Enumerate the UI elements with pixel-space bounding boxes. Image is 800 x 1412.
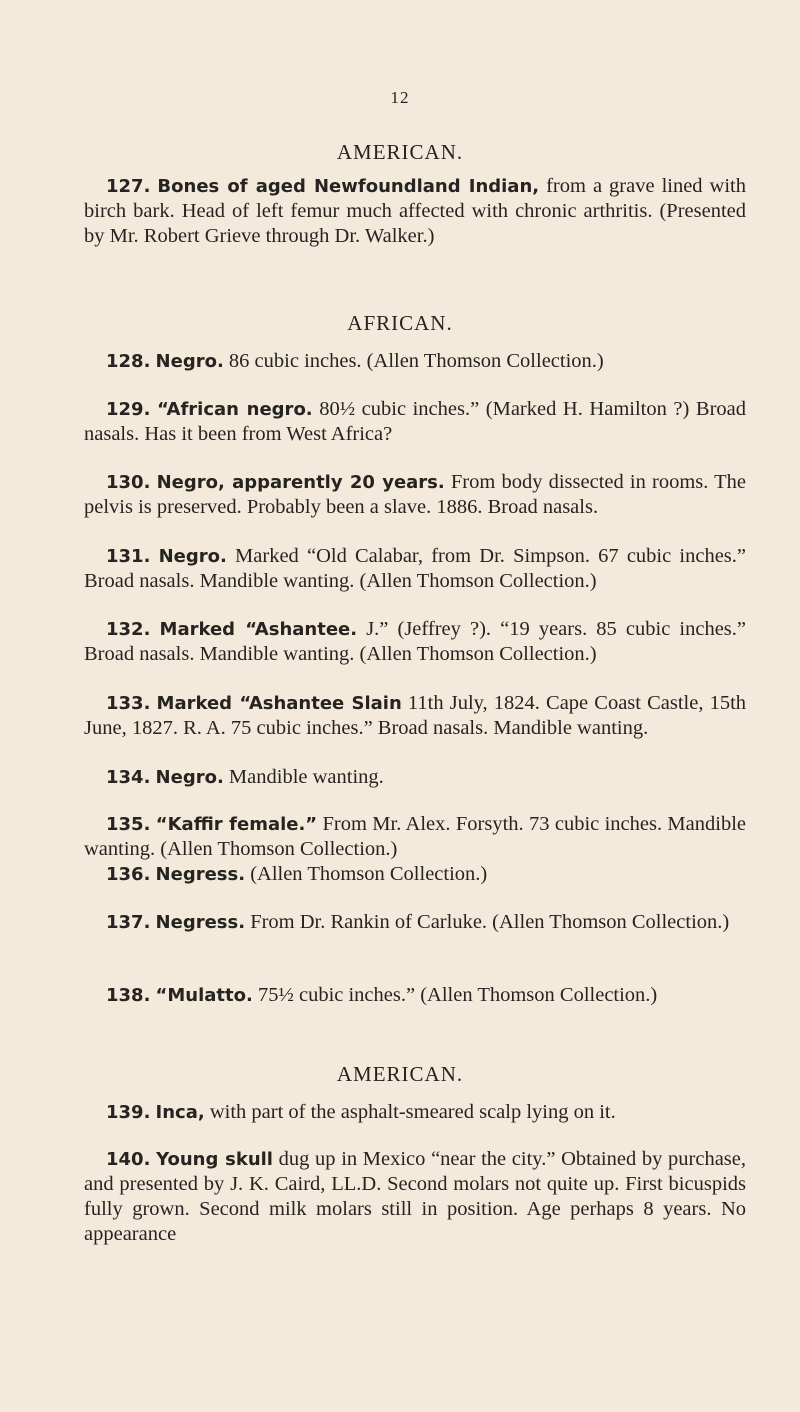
entry-number: 128. bbox=[106, 351, 151, 372]
entry-text: From body dissected in rooms. The pelvis is preserved. Probably been a slave. 1886. Broad nasals. bbox=[84, 471, 747, 518]
entry-lead: Young skull bbox=[156, 1149, 273, 1170]
entry-text: with part of the asphalt-smeared scalp lying on it. bbox=[204, 1101, 616, 1123]
entry-number: 134. bbox=[106, 767, 151, 788]
entry-text: (Allen Thomson Collection.) bbox=[245, 863, 488, 885]
entry-text: From Mr. Alex. Forsyth. 73 cubic inches. Mandible wanting. (Allen Thomson Collection.) bbox=[84, 813, 746, 860]
entry-lead: Negro. bbox=[155, 351, 224, 372]
entry-text: 75½ cubic inches.” (Allen Thomson Collection.) bbox=[252, 984, 658, 1006]
entry-number: 129. bbox=[106, 399, 151, 420]
catalogue-entry-131 bbox=[84, 544, 746, 594]
catalogue-entry-134 bbox=[84, 765, 746, 790]
catalogue-entry-135 bbox=[84, 812, 746, 862]
entry-lead: Marked “Ashantee Slain bbox=[156, 693, 402, 714]
entry-text: J.” (Jeffrey ?). “19 years. 85 cubic inches.” Broad nasals. Mandible wanting. (Allen Thomson Collection.) bbox=[84, 618, 746, 665]
entry-text: Mandible wanting. bbox=[223, 766, 384, 788]
entry-lead: Negress. bbox=[155, 912, 246, 933]
catalogue-entry-132 bbox=[84, 617, 746, 667]
entry-text: 11th July, 1824. Cape Coast Castle, 15th June, 1827. R. A. 75 cubic inches.” Broad nasals. Mandible wanting. bbox=[84, 692, 747, 739]
entry-text: from a grave lined with birch bark. Head of left femur much affected with chronic arthritis. (Presented by Mr. Robert Grieve through Dr. Walker.) bbox=[84, 175, 746, 247]
entry-text: 80½ cubic inches.” (Marked H. Hamilton ?) Broad nasals. Has it been from West Africa? bbox=[84, 398, 747, 445]
entry-lead: Inca, bbox=[155, 1102, 205, 1123]
entry-lead: “Mulatto. bbox=[155, 985, 253, 1006]
entry-lead: Negro, apparently 20 years. bbox=[156, 472, 445, 493]
section-heading-african: AFRICAN. bbox=[347, 311, 453, 335]
section-heading-american: AMERICAN. bbox=[336, 140, 464, 164]
entry-lead: “Kaffir female.” bbox=[155, 814, 318, 835]
entry-lead: Negress. bbox=[155, 864, 246, 885]
entry-number: 130. bbox=[106, 472, 151, 493]
entry-lead: Marked “Ashantee. bbox=[159, 619, 358, 640]
entry-text: dug up in Mexico “near the city.” Obtained by purchase, and presented by J. K. Caird, LL.D. Second molars not quite up. First bicuspids fully grown. Second milk molars still in position. Age perhaps 8 years. No appearance bbox=[84, 1148, 746, 1245]
section-heading-american-2: AMERICAN. bbox=[336, 1062, 464, 1086]
catalogue-entry-133 bbox=[84, 691, 746, 741]
entry-number: 139. bbox=[106, 1102, 151, 1123]
entry-number: 138. bbox=[106, 985, 151, 1006]
catalogue-entry-140 bbox=[84, 1147, 746, 1247]
entry-number: 140. bbox=[106, 1149, 151, 1170]
entry-number: 136. bbox=[106, 864, 151, 885]
entry-lead: Bones of aged Newfoundland Indian, bbox=[157, 176, 540, 197]
entry-number: 137. bbox=[106, 912, 151, 933]
entry-lead: “African negro. bbox=[157, 399, 313, 420]
catalogue-entry-130 bbox=[84, 470, 746, 520]
entry-text: Marked “Old Calabar, from Dr. Simpson. 67 cubic inches.” Broad nasals. Mandible wanting. (Allen Thomson Collection.) bbox=[84, 545, 746, 592]
entry-lead: Negro. bbox=[158, 546, 227, 567]
entry-number: 127. bbox=[106, 176, 151, 197]
catalogue-entry-138 bbox=[84, 983, 746, 1008]
catalogue-entry-139 bbox=[84, 1100, 746, 1125]
entry-lead: Negro. bbox=[155, 767, 224, 788]
entry-number: 131. bbox=[106, 546, 151, 567]
catalogue-entry-137 bbox=[84, 910, 746, 935]
catalogue-entry-128 bbox=[84, 349, 746, 374]
catalogue-entry-129 bbox=[84, 397, 746, 447]
entry-number: 132. bbox=[106, 619, 151, 640]
entry-text: 86 cubic inches. (Allen Thomson Collection.) bbox=[223, 350, 604, 372]
entry-text: From Dr. Rankin of Carluke. (Allen Thomson Collection.) bbox=[245, 911, 730, 933]
entry-number: 135. bbox=[106, 814, 151, 835]
page-number: 12 bbox=[390, 88, 410, 107]
catalogue-entry-136 bbox=[84, 862, 746, 887]
entry-number: 133. bbox=[106, 693, 151, 714]
catalogue-entry-127 bbox=[84, 174, 746, 249]
